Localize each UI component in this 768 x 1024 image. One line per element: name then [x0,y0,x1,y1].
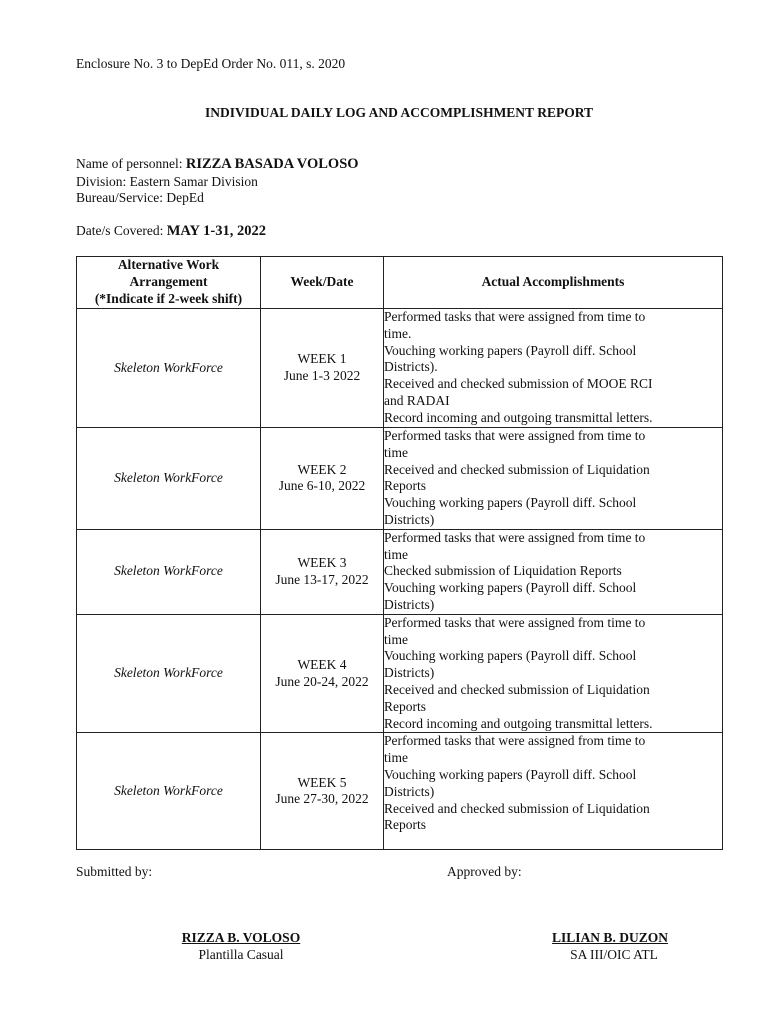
accomplishment-line: Performed tasks that were assigned from time to [384,733,646,749]
dates-covered-line [76,223,266,239]
table-row [77,428,723,530]
accomplishment-line: Vouching working papers (Payroll diff. School [384,648,637,664]
accomplishment-line: Performed tasks that were assigned from time to [384,428,646,443]
accomplishment-line: Districts) [384,511,435,527]
dates-covered-label: Date/s Covered: [76,223,164,238]
table-row [77,529,723,614]
accomplishment-line: Reports [384,817,426,833]
accomplishment-line: Received and checked submission of Liquidation [384,461,650,477]
accomplishment-line: Districts) [384,665,435,681]
week-label: WEEK 3 [297,554,347,570]
week-date-cell [261,428,384,530]
week-date-cell [261,529,384,614]
table-row [77,733,723,850]
personnel-name-label: Name of personnel: [76,156,183,171]
date-range: June 1-3 2022 [283,368,361,383]
accomplishment-line: and RADAI [384,392,450,408]
accomplishment-line: Districts). [384,359,438,375]
approver-title: SA III/OIC ATL [570,947,658,962]
accomplishment-line: Districts) [384,783,435,799]
table-body [77,309,723,850]
week-label: WEEK 5 [297,774,347,790]
accomplishment-line: Record incoming and outgoing transmittal letters. [384,409,653,425]
submitter-name: RIZZA B. VOLOSO [181,930,301,945]
accomplishment-line: Vouching working papers (Payroll diff. School [384,766,637,782]
accomplishments-cell [384,428,723,530]
bureau-line: Bureau/Service: DepEd [76,190,204,205]
week-date-cell [261,733,384,850]
accomplishment-line: time [384,750,408,766]
accomplishment-line: time [384,546,408,562]
accomplishment-line: time [384,444,408,460]
accomplishments-cell [384,733,723,850]
week-label: WEEK 1 [297,351,347,367]
week-date-cell [261,614,384,733]
date-range: June 20-24, 2022 [275,673,369,689]
division-line: Division: Eastern Samar Division [76,174,258,189]
header-arrangement-line: (*Indicate if 2-week shift) [94,290,243,306]
accomplishment-line: Vouching working papers (Payroll diff. School [384,580,637,596]
submitter-title: Plantilla Casual [198,947,284,962]
accomplishments-cell [384,614,723,733]
arrangement-cell: Skeleton WorkForce [77,733,261,850]
approved-by-label: Approved by: [447,864,522,879]
accomplishment-line: Districts) [384,596,435,612]
week-date-cell [261,309,384,428]
accomplishment-line: Received and checked submission of Liquidation [384,681,650,697]
accomplishment-line: Record incoming and outgoing transmittal letters. [384,715,653,731]
personnel-name-value: RIZZA BASADA VOLOSO [185,156,359,172]
header-accomplishments: Actual Accomplishments [384,257,723,309]
week-label: WEEK 2 [297,461,347,477]
accomplishments-cell [384,529,723,614]
arrangement-cell: Skeleton WorkForce [77,428,261,530]
submitted-by-label: Submitted by: [76,864,153,879]
approver-name: LILIAN B. DUZON [552,930,668,945]
date-range: June 27-30, 2022 [275,791,369,807]
arrangement-cell: Skeleton WorkForce [77,614,261,733]
table-row [77,309,723,428]
header-week-date: Week/Date [261,257,384,309]
date-range: June 6-10, 2022 [278,478,366,494]
date-range: June 13-17, 2022 [275,571,369,587]
accomplishment-line: Checked submission of Liquidation Reports [384,563,622,579]
accomplishment-line: Performed tasks that were assigned from time to [384,529,646,545]
header-arrangement [77,257,261,309]
week-label: WEEK 4 [297,656,347,672]
accomplishment-line: Received and checked submission of MOOE RCI [384,376,653,392]
header-arrangement-line: Alternative Work [117,257,220,273]
enclosure-note: Enclosure No. 3 to DepEd Order No. 011, s. 2020 [76,56,346,71]
accomplishment-line: time [384,631,408,647]
accomplishment-line: Reports [384,698,426,714]
accomplishment-line: Vouching working papers (Payroll diff. School [384,495,637,511]
accomplishment-line: Performed tasks that were assigned from time to [384,309,646,324]
table-row [77,614,723,733]
report-title: INDIVIDUAL DAILY LOG AND ACCOMPLISHMENT REPORT [205,105,593,120]
accomplishments-cell [384,309,723,428]
header-arrangement-line: Arrangement [129,274,208,290]
accomplishment-line: Reports [384,478,426,494]
accomplishment-line: time. [384,325,412,341]
dates-covered-value: MAY 1-31, 2022 [166,223,266,239]
arrangement-cell: Skeleton WorkForce [77,309,261,428]
arrangement-cell: Skeleton WorkForce [77,529,261,614]
personnel-name-line [76,156,359,172]
accomplishment-table [76,256,723,850]
accomplishment-line: Received and checked submission of Liquidation [384,800,650,816]
accomplishment-line: Performed tasks that were assigned from time to [384,614,646,630]
accomplishment-line: Vouching working papers (Payroll diff. School [384,342,637,358]
table-header-row [77,257,723,309]
